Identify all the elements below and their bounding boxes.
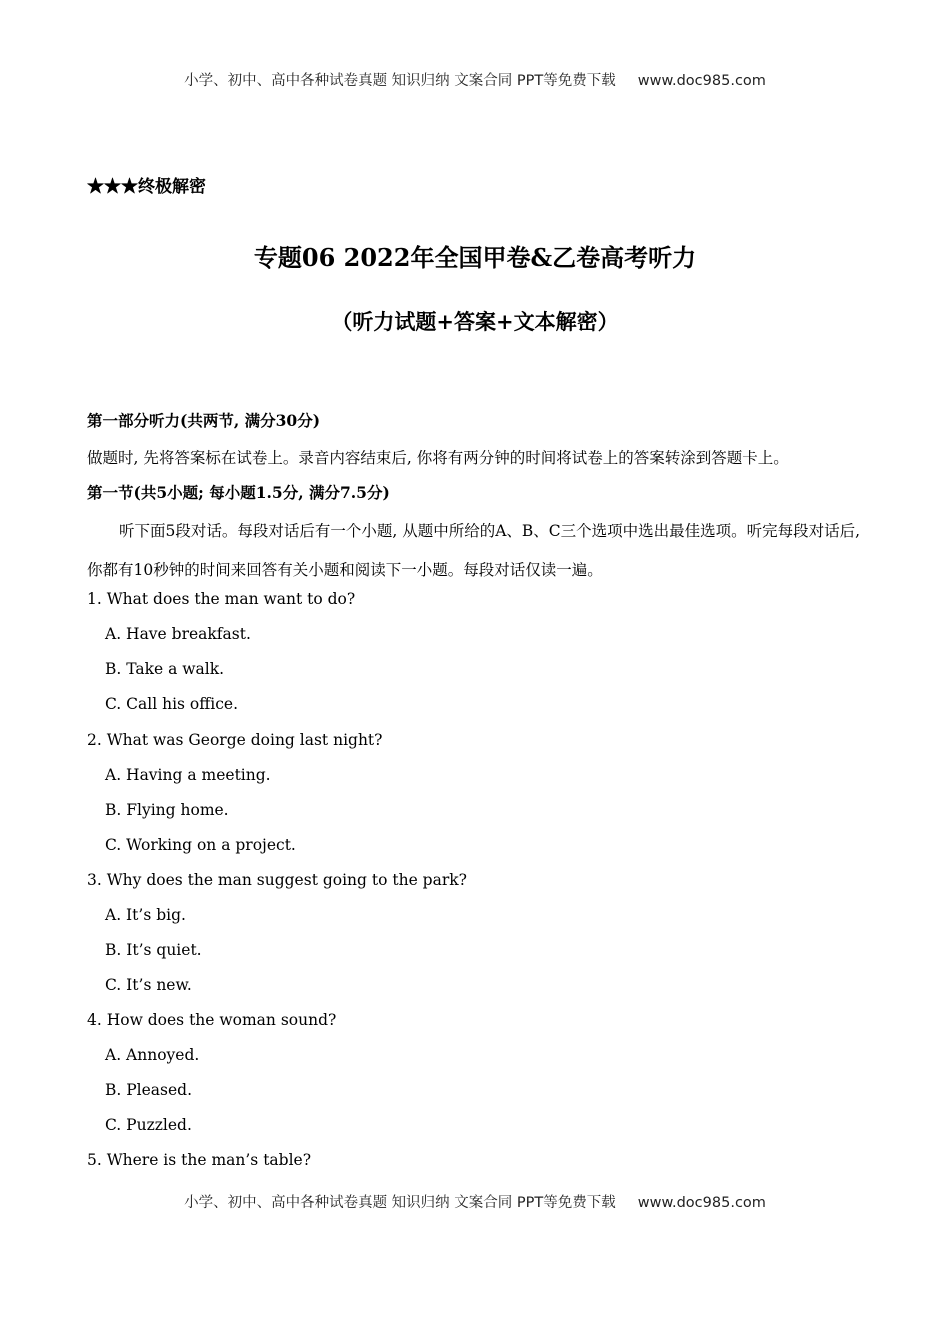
- option-b: B. It’s quiet.: [105, 941, 202, 959]
- part-heading: 第一部分听力(共两节, 满分30分): [87, 411, 321, 430]
- option-c: C. Call his office.: [105, 695, 239, 713]
- top-secret-label: ★★★终极解密: [87, 177, 206, 197]
- document-title: 专题06 2022年全国甲卷&乙卷高考听力: [253, 243, 697, 272]
- document-subtitle: （听力试题+答案+文本解密）: [331, 309, 619, 334]
- question-stem: 2. What was George doing last night?: [87, 731, 383, 749]
- option-a: A. Have breakfast.: [105, 625, 251, 643]
- page-footer: [0, 1191, 950, 1212]
- question-stem: 1. What does the man want to do?: [87, 590, 356, 608]
- question-stem: 4. How does the woman sound?: [87, 1011, 337, 1029]
- option-b: B. Take a walk.: [105, 660, 225, 678]
- footer-site-link[interactable]: www.doc985.com: [637, 1195, 766, 1211]
- option-c: C. It’s new.: [105, 976, 192, 994]
- question-stem: 5. Where is the man’s table?: [87, 1151, 312, 1169]
- option-a: A. Annoyed.: [105, 1046, 200, 1064]
- option-c: C. Puzzled.: [105, 1116, 192, 1134]
- option-b: B. Pleased.: [105, 1081, 193, 1099]
- header-text: 小学、初中、高中各种试卷真题 知识归纳 文案合同 PPT等免费下载: [184, 73, 616, 89]
- section-heading: 第一节(共5小题; 每小题1.5分, 满分7.5分): [87, 483, 390, 502]
- footer-text: 小学、初中、高中各种试卷真题 知识归纳 文案合同 PPT等免费下载: [184, 1195, 616, 1211]
- option-b: B. Flying home.: [105, 801, 229, 819]
- option-c: C. Working on a project.: [105, 836, 296, 854]
- section-instruction: 听下面5段对话。每段对话后有一个小题, 从题中所给的A、B、C三个选项中选出最佳选项。听完每段对话后, 你都有10秒钟的时间来回答有关小题和阅读下一小题。每段对话仅读一遍。: [87, 522, 861, 579]
- option-a: A. Having a meeting.: [105, 766, 271, 784]
- question-stem: 3. Why does the man suggest going to the park?: [87, 871, 467, 889]
- option-a: A. It’s big.: [105, 906, 186, 924]
- header-site-link[interactable]: www.doc985.com: [637, 73, 766, 89]
- part-instruction: 做题时, 先将答案标在试卷上。录音内容结束后, 你将有两分钟的时间将试卷上的答案转涂到答题卡上。: [87, 449, 789, 467]
- page-header: [0, 69, 950, 90]
